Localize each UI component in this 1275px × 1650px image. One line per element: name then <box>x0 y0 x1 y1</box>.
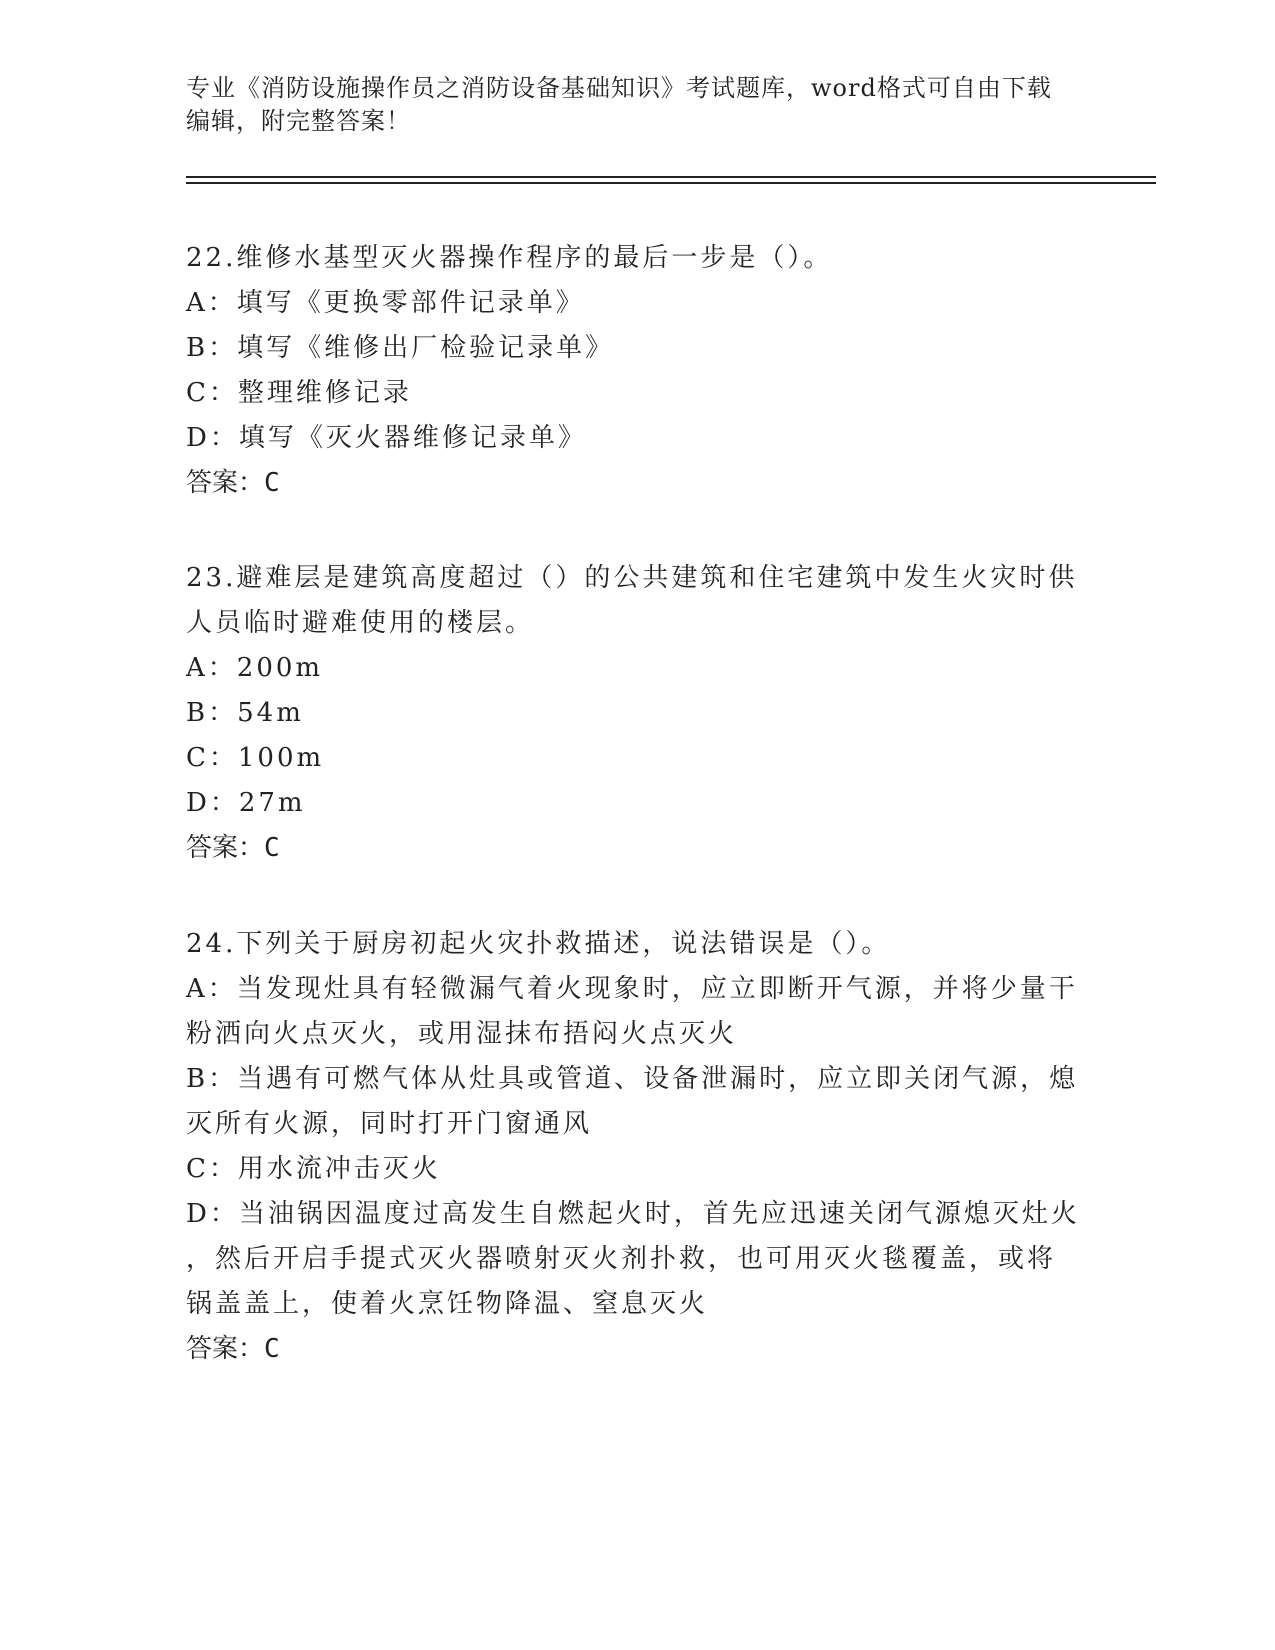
option-d-line-1: D：当油锅因温度过高发生自燃起火时，首先应迅速关闭气源熄灭灶火 <box>186 1199 1080 1229</box>
option-c: C：整理维修记录 <box>186 378 412 408</box>
header-divider-bottom <box>186 182 1156 184</box>
option-b: B：54m <box>186 698 304 728</box>
option-d: D：27m <box>186 788 306 818</box>
question-stem-line-2: 人员临时避难使用的楼层。 <box>186 608 535 638</box>
question-stem: 22.维修水基型灭火器操作程序的最后一步是（）。 <box>186 243 833 273</box>
option-a-line-2: 粉洒向火点灭火，或用湿抹布捂闷火点灭火 <box>186 1019 738 1049</box>
answer-line: 答案：C <box>186 468 280 498</box>
question-24 <box>186 922 1086 1372</box>
option-b-line-1: B：当遇有可燃气体从灶具或管道、设备泄漏时，应立即关闭气源，熄 <box>186 1064 1079 1094</box>
answer-line: 答案：C <box>186 833 280 863</box>
option-c: C：用水流冲击灭火 <box>186 1154 441 1184</box>
document-header <box>186 72 1076 138</box>
question-22 <box>186 236 1086 506</box>
header-intro-text: 专业《消防设施操作员之消防设备基础知识》考试题库，word格式可自由下载编辑，附完整答案！ <box>186 74 1052 135</box>
option-a-line-1: A：当发现灶具有轻微漏气着火现象时，应立即断开气源，并将少量干 <box>186 974 1078 1004</box>
option-d: D：填写《灭火器维修记录单》 <box>186 423 587 453</box>
option-b: B：填写《维修出厂检验记录单》 <box>186 333 615 363</box>
option-a: A：填写《更换零部件记录单》 <box>186 288 585 318</box>
answer-line: 答案：C <box>186 1334 280 1364</box>
question-stem: 24.下列关于厨房初起火灾扑救描述，说法错误是（）。 <box>186 929 891 959</box>
option-b-line-2: 灭所有火源，同时打开门窗通风 <box>186 1109 593 1139</box>
option-c: C：100m <box>186 743 325 773</box>
option-a: A：200m <box>186 653 324 683</box>
question-stem-line-1: 23.避难层是建筑高度超过（）的公共建筑和住宅建筑中发生火灾时供 <box>186 563 1078 593</box>
option-d-line-2: ，然后开启手提式灭火器喷射灭火剂扑救，也可用灭火毯覆盖，或将 <box>186 1244 1057 1274</box>
question-23 <box>186 556 1086 871</box>
option-d-line-3: 锅盖盖上，使着火烹饪物降温、窒息灭火 <box>186 1289 709 1319</box>
header-divider-top <box>186 176 1156 178</box>
